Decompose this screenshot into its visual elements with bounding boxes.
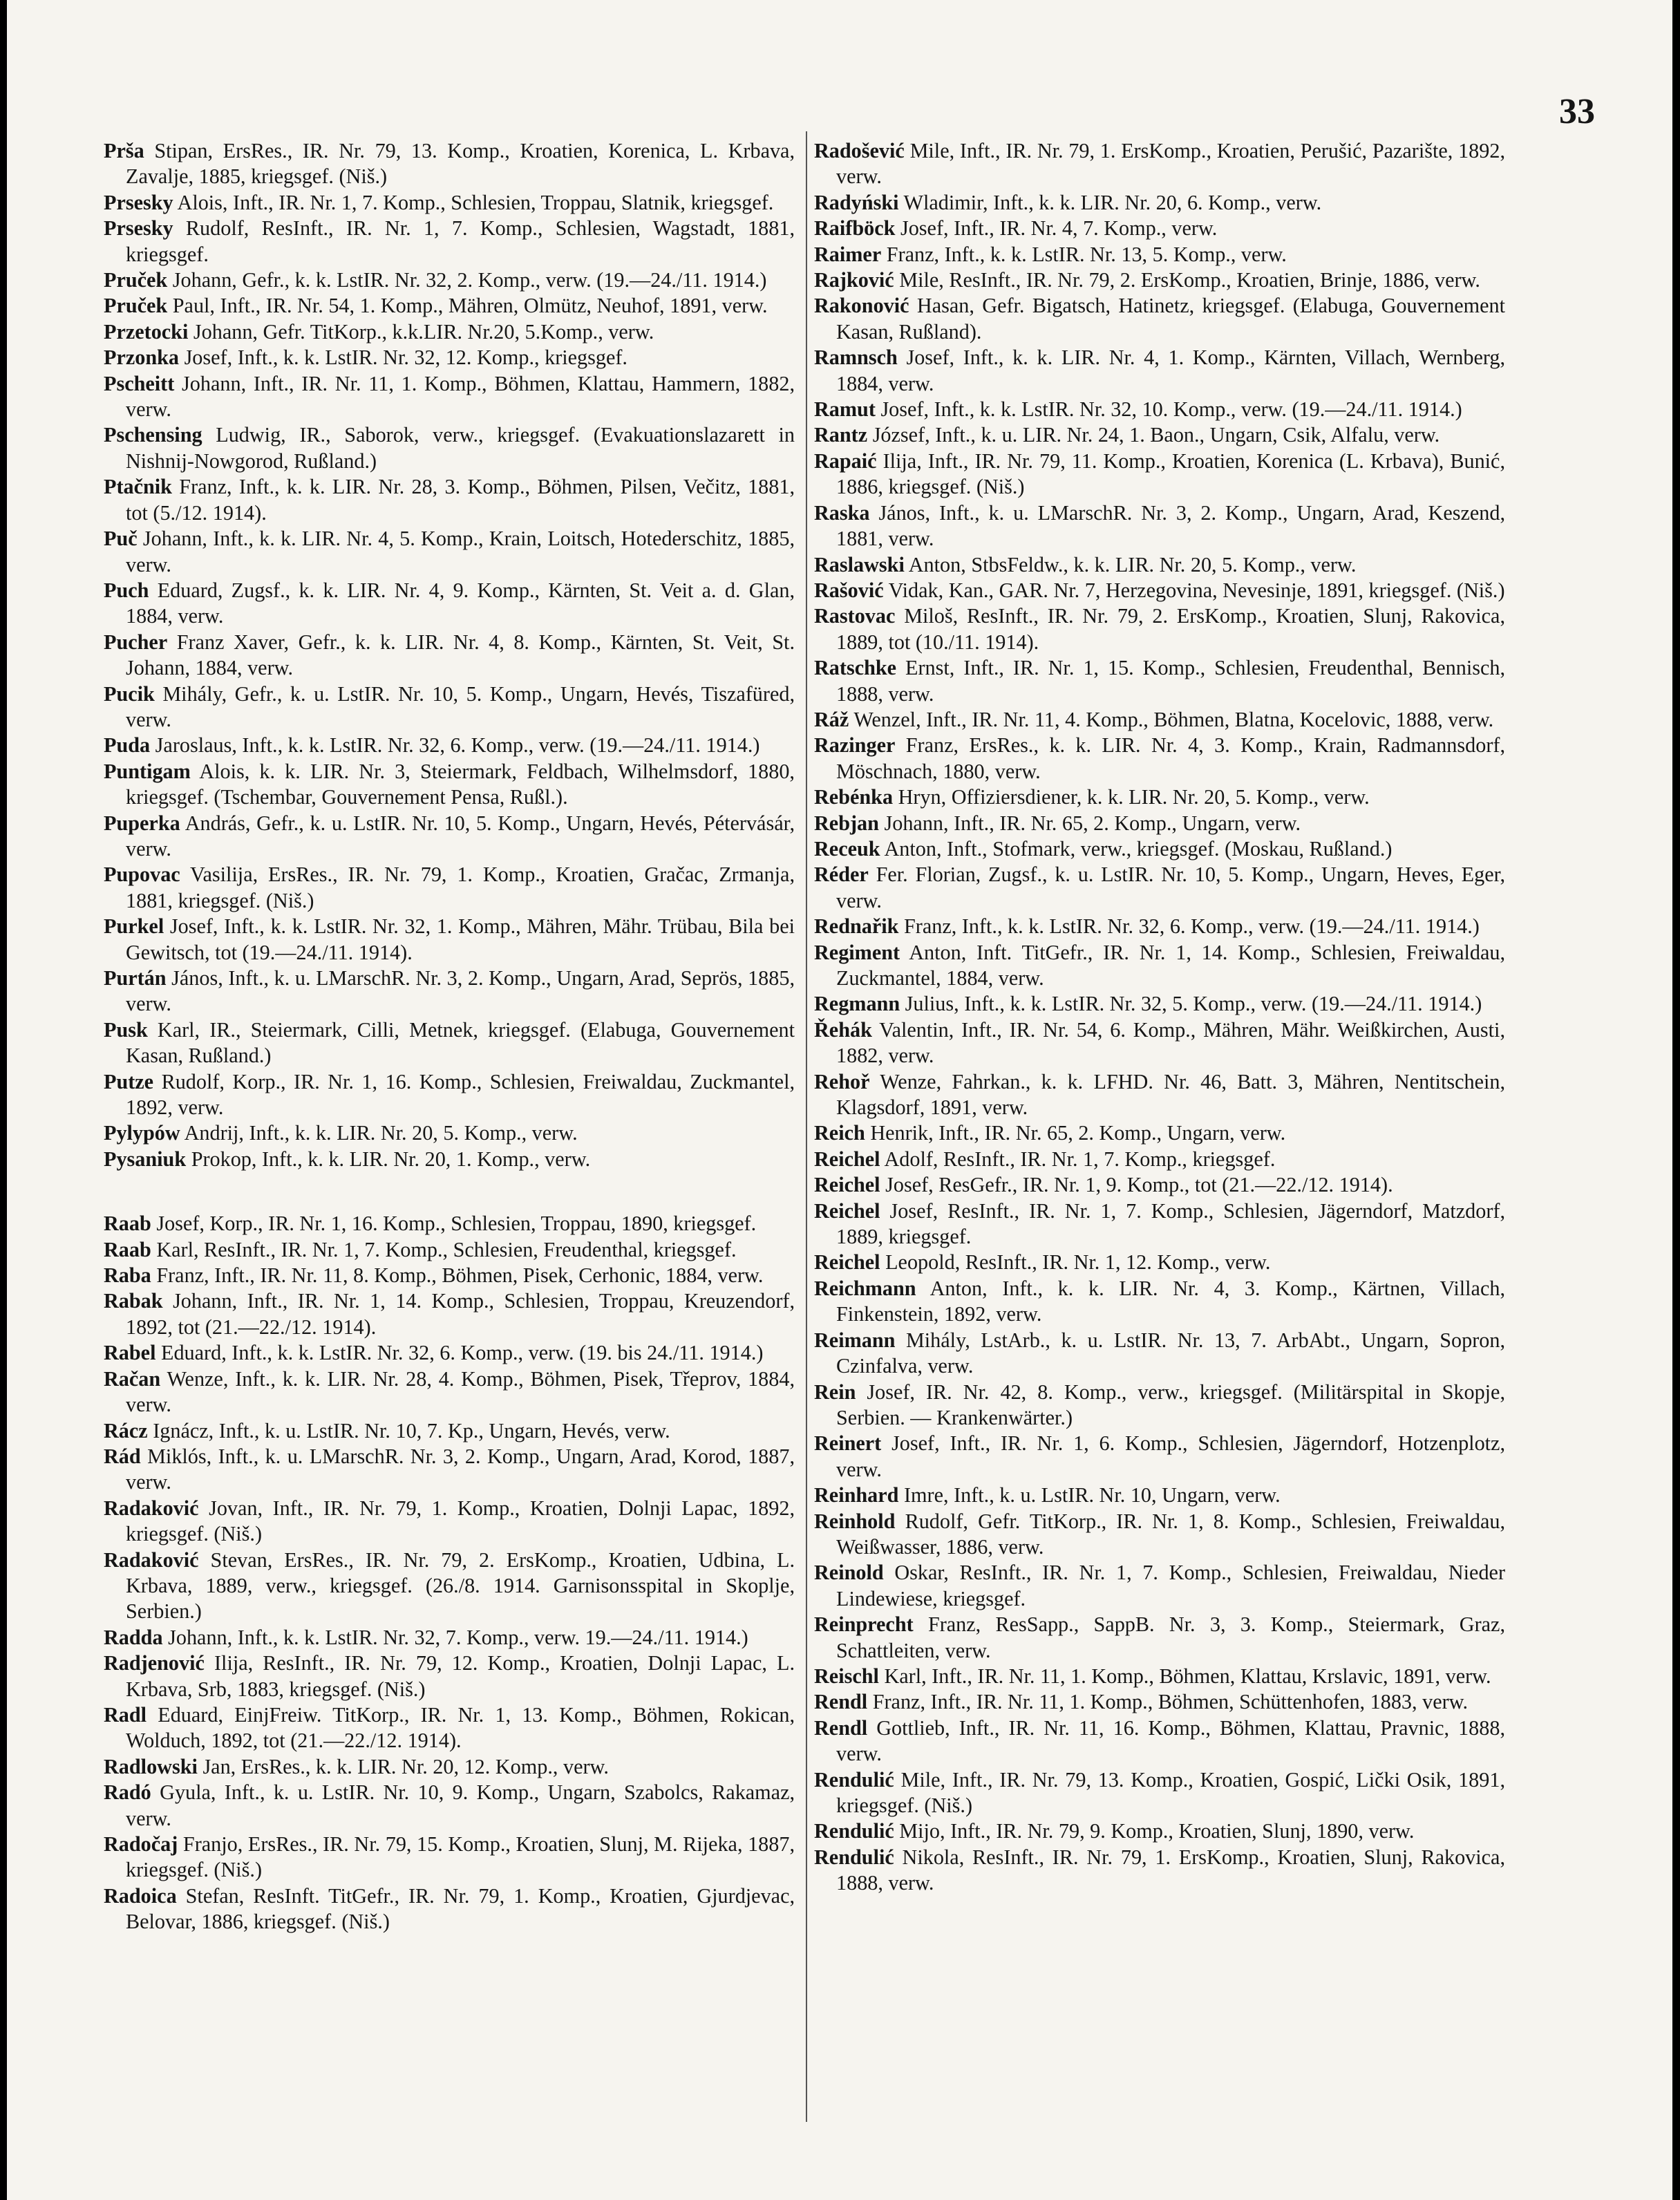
entry-details: Franz, ErsRes., k. k. LIR. Nr. 4, 3. Komp., Krain, Radmannsdorf, Möschnach, 1880, verw. — [836, 733, 1505, 783]
entry-details: János, Inft., k. u. LMarschR. Nr. 3, 2. Komp., Ungarn, Arad, Keszend, 1881, verw. — [836, 500, 1505, 551]
entry-details: Wenze, Inft., k. k. LIR. Nr. 28, 4. Komp., Böhmen, Pisek, Třeprov, 1884, verw. — [126, 1366, 795, 1417]
list-item — [104, 1147, 795, 1172]
list-item — [814, 707, 1505, 733]
list-item — [814, 1689, 1505, 1715]
entry-details: Johann, Inft., IR. Nr. 65, 2. Komp., Ungarn, verw. — [884, 811, 1301, 835]
list-item — [814, 422, 1505, 448]
entry-details: János, Inft., k. u. LMarschR. Nr. 3, 2. Komp., Ungarn, Arad, Seprös, 1885, verw. — [126, 966, 795, 1016]
entry-details: Johann, Inft., IR. Nr. 1, 14. Komp., Schlesien, Troppau, Kreuzendorf, 1892, tot (21.—22./12. 1914). — [126, 1289, 795, 1339]
list-item — [814, 784, 1505, 810]
entry-surname: Ramut — [814, 397, 876, 422]
list-item — [814, 1276, 1505, 1328]
entry-surname: Rednařik — [814, 914, 899, 939]
entry-details: Oskar, ResInft., IR. Nr. 1, 7. Komp., Schlesien, Freiwaldau, Nieder Lindewiese, kriegsgef. — [836, 1561, 1505, 1610]
entry-surname: Radočaj — [104, 1832, 178, 1856]
entry-details: Josef, IR. Nr. 42, 8. Komp., verw., kriegsgef. (Militärspital in Skopje, Serbien. — Krankenwärter.) — [836, 1380, 1506, 1429]
entry-surname: Pucik — [104, 681, 155, 706]
list-item — [814, 1845, 1505, 1897]
entry-surname: Prša — [104, 139, 144, 162]
entry-details: Eduard, Zugsf., k. k. LIR. Nr. 4, 9. Komp., Kärnten, St. Veit a. d. Glan, 1884, verw. — [126, 578, 795, 628]
list-item — [814, 991, 1505, 1017]
entry-surname: Receuk — [814, 836, 880, 861]
entry-surname: Radaković — [104, 1496, 199, 1520]
list-item — [814, 449, 1505, 500]
list-item — [814, 242, 1505, 267]
entry-surname: Pscheitt — [104, 371, 175, 395]
list-item — [814, 1250, 1505, 1275]
entry-surname: Pruček — [104, 294, 168, 318]
entry-details: Rudolf, ResInft., IR. Nr. 1, 7. Komp., Schlesien, Wagstadt, 1881, kriegsgef. — [126, 216, 795, 266]
entry-surname: Raimer — [814, 242, 882, 266]
page-number: 33 — [1559, 92, 1595, 131]
entry-details: Rudolf, Gefr. TitKorp., IR. Nr. 1, 8. Komp., Schlesien, Freiwaldau, Weißwasser, 1886, verw. — [836, 1509, 1506, 1559]
list-item — [814, 216, 1505, 241]
entry-details: Nikola, ResInft., IR. Nr. 79, 1. ErsKomp., Kroatien, Slunj, Rakovica, 1888, verw. — [836, 1845, 1505, 1895]
entry-details: Prokop, Inft., k. k. LIR. Nr. 20, 1. Komp., verw. — [191, 1147, 591, 1171]
list-item — [104, 966, 795, 1017]
entry-details: Rudolf, Korp., IR. Nr. 1, 16. Komp., Schlesien, Freiwaldau, Zuckmantel, 1892, verw. — [126, 1069, 795, 1120]
entry-details: Vidak, Kan., GAR. Nr. 7, Herzegovina, Nevesinje, 1891, kriegsgef. (Niš.) — [888, 578, 1505, 602]
list-item — [104, 267, 795, 293]
entry-surname: Raslawski — [814, 552, 905, 576]
document-page — [7, 0, 1672, 2200]
entry-surname: Radlowski — [104, 1754, 198, 1778]
entry-surname: Ráž — [814, 707, 849, 731]
list-item — [814, 1431, 1505, 1483]
list-item — [814, 1069, 1505, 1121]
entry-details: Franz, ResSapp., SappB. Nr. 3, 3. Komp., Steiermark, Graz, Schattleiten, verw. — [836, 1613, 1505, 1662]
list-item — [814, 811, 1505, 836]
entry-surname: Rein — [814, 1380, 856, 1404]
entry-details: Henrik, Inft., IR. Nr. 65, 2. Komp., Ungarn, verw. — [870, 1121, 1286, 1145]
entry-surname: Rabel — [104, 1341, 156, 1365]
entry-surname: Reichel — [814, 1173, 880, 1197]
entry-details: Wladimir, Inft., k. k. LIR. Nr. 20, 6. Komp., verw. — [903, 190, 1322, 214]
list-item — [104, 1754, 795, 1780]
entry-surname: Rakonović — [814, 294, 909, 318]
list-item — [814, 1612, 1505, 1664]
list-item — [104, 578, 795, 630]
entry-surname: Rácz — [104, 1418, 148, 1442]
entry-details: Johann, Inft., k. k. LstIR. Nr. 32, 7. Komp., verw. 19.—24./11. 1914.) — [168, 1625, 748, 1649]
list-item — [814, 940, 1505, 992]
entry-details: Stevan, ErsRes., IR. Nr. 79, 2. ErsKomp., Kroatien, Udbina, L. Krbava, 1889, verw., kriegsgef. (26./8. 1914. Garnisonsspital in Skoplje, Serbien.) — [126, 1548, 795, 1624]
column-divider — [806, 131, 807, 2122]
entry-details: Franz, Inft., k. k. LIR. Nr. 28, 3. Komp., Böhmen, Pilsen, Večitz, 1881, tot (5./12. 1914). — [126, 475, 795, 525]
entry-surname: Regiment — [814, 940, 900, 964]
entry-surname: Raab — [104, 1237, 151, 1261]
entry-surname: Pupovac — [104, 863, 180, 887]
list-item — [104, 1702, 795, 1754]
entry-surname: Radyński — [814, 190, 899, 214]
entry-surname: Puda — [104, 733, 151, 758]
list-item — [104, 216, 795, 267]
entry-details: Hryn, Offiziersdiener, k. k. LIR. Nr. 20, 5. Komp., verw. — [898, 785, 1370, 809]
entry-surname: Radó — [104, 1780, 151, 1805]
entry-details: Imre, Inft., k. u. LstIR. Nr. 10, Ungarn, verw. — [904, 1483, 1281, 1507]
entry-surname: Pysaniuk — [104, 1147, 187, 1171]
entry-details: Eduard, Inft., k. k. LstIR. Nr. 32, 6. Komp., verw. (19. bis 24./11. 1914.) — [161, 1341, 764, 1365]
entry-surname: Řehák — [814, 1017, 872, 1042]
entry-details: Josef, ResGefr., IR. Nr. 1, 9. Komp., tot (21.—22./12. 1914). — [885, 1173, 1393, 1197]
entry-surname: Reinert — [814, 1431, 882, 1456]
entry-details: Wenzel, Inft., IR. Nr. 11, 4. Komp., Böhmen, Blatna, Kocelovic, 1888, verw. — [853, 707, 1494, 731]
entry-surname: Purkel — [104, 914, 164, 939]
entry-details: Jan, ErsRes., k. k. LIR. Nr. 20, 12. Komp., verw. — [202, 1754, 609, 1778]
list-item — [104, 319, 795, 345]
entry-surname: Rapaić — [814, 449, 877, 473]
list-item — [104, 474, 795, 526]
list-item — [814, 1198, 1505, 1250]
list-item — [104, 138, 795, 190]
entry-details: Johann, Inft., k. k. LIR. Nr. 4, 5. Komp., Krain, Loitsch, Hotederschitz, 1885, verw. — [126, 527, 795, 576]
entry-surname: Puperka — [104, 811, 180, 835]
entry-surname: Ramnsch — [814, 346, 898, 370]
list-item — [104, 1832, 795, 1883]
entry-details: Josef, Korp., IR. Nr. 1, 16. Komp., Schlesien, Troppau, 1890, kriegsgef. — [156, 1212, 757, 1236]
entry-surname: Pucher — [104, 630, 168, 654]
entry-details: Mihály, Gefr., k. u. LstIR. Nr. 10, 5. Komp., Ungarn, Hevés, Tiszafüred, verw. — [126, 681, 795, 731]
list-item — [814, 552, 1505, 578]
entry-surname: Reinprecht — [814, 1613, 914, 1637]
entry-surname: Przetocki — [104, 319, 189, 344]
list-item — [104, 1211, 795, 1237]
entry-details: Johann, Gefr., k. k. LstIR. Nr. 32, 2. Komp., verw. (19.—24./11. 1914.) — [172, 268, 767, 292]
list-item — [814, 862, 1505, 914]
entry-details: Gottlieb, Inft., IR. Nr. 11, 16. Komp., Böhmen, Klattau, Pravnic, 1888, verw. — [836, 1715, 1506, 1766]
entry-surname: Raifböck — [814, 216, 896, 241]
entry-surname: Rašović — [814, 578, 884, 602]
list-item — [104, 1444, 795, 1496]
list-item — [814, 345, 1505, 397]
entry-surname: Regmann — [814, 992, 900, 1016]
entry-surname: Rebjan — [814, 811, 879, 835]
list-item — [104, 1069, 795, 1121]
list-item — [814, 1767, 1505, 1819]
entry-details: Alois, Inft., IR. Nr. 1, 7. Komp., Schlesien, Troppau, Slatnik, kriegsgef. — [177, 190, 774, 214]
entry-details: Johann, Inft., IR. Nr. 11, 1. Komp., Böhmen, Klattau, Hammern, 1882, verw. — [126, 371, 795, 422]
list-item — [814, 578, 1505, 603]
entry-details: Ludwig, IR., Saborok, verw., kriegsgef. (Evakuationslazarett in Nishnij-Nowgorod, Rußland.) — [126, 423, 795, 473]
entry-surname: Rád — [104, 1444, 141, 1468]
entry-details: Mihály, LstArb., k. u. LstIR. Nr. 13, 7. ArbAbt., Ungarn, Sopron, Czinfalva, verw. — [836, 1328, 1505, 1378]
entry-details: Paul, Inft., IR. Nr. 54, 1. Komp., Mähren, Olmütz, Neuhof, 1891, verw. — [172, 294, 768, 318]
entry-details: Jaroslaus, Inft., k. k. LstIR. Nr. 32, 6. Komp., verw. (19.—24./11. 1914.) — [155, 733, 760, 758]
list-item — [814, 397, 1505, 422]
entry-surname: Rendulić — [814, 1845, 894, 1869]
entry-surname: Puntigam — [104, 759, 191, 783]
entry-surname: Ratschke — [814, 656, 897, 680]
entry-surname: Pusk — [104, 1017, 148, 1042]
entry-surname: Raab — [104, 1212, 151, 1236]
entry-details: Hasan, Gefr. Bigatsch, Hatinetz, kriegsgef. (Elabuga, Gouvernement Kasan, Rußland). — [836, 294, 1506, 344]
list-item — [814, 1380, 1505, 1431]
entry-surname: Reichel — [814, 1250, 880, 1275]
entry-details: Alois, k. k. LIR. Nr. 3, Steiermark, Feldbach, Wilhelmsdorf, 1880, kriegsgef. (Tschembar, Gouvernement Pensa, Rußl.). — [126, 759, 795, 809]
entry-surname: Pruček — [104, 268, 168, 292]
list-item — [104, 914, 795, 966]
entry-surname: Raska — [814, 500, 870, 525]
entry-surname: Prsesky — [104, 216, 173, 241]
list-item — [104, 1263, 795, 1288]
list-item — [104, 1496, 795, 1548]
entry-details: Leopold, ResInft., IR. Nr. 1, 12. Komp., verw. — [885, 1250, 1271, 1275]
list-item — [104, 1780, 795, 1832]
entry-surname: Radjenović — [104, 1651, 205, 1675]
entry-details: Wenze, Fahrkan., k. k. LFHD. Nr. 46, Batt. 3, Mähren, Nentitschein, Klagsdorf, 1891, verw. — [836, 1069, 1505, 1120]
entry-details: Andrij, Inft., k. k. LIR. Nr. 20, 5. Komp., verw. — [184, 1121, 578, 1145]
list-item — [814, 1715, 1505, 1767]
entry-details: Miloš, ResInft., IR. Nr. 79, 2. ErsKomp., Kroatien, Slunj, Rakovica, 1889, tot (10./11. 1914). — [836, 604, 1506, 654]
entry-details: Karl, Inft., IR. Nr. 11, 1. Komp., Böhmen, Klattau, Krslavic, 1891, verw. — [884, 1664, 1491, 1688]
list-item — [104, 759, 795, 811]
list-item — [104, 345, 795, 370]
list-item — [814, 1147, 1505, 1172]
entry-details: Ernst, Inft., IR. Nr. 1, 15. Komp., Schlesien, Freudenthal, Bennisch, 1888, verw. — [836, 656, 1505, 706]
list-item — [814, 1328, 1505, 1380]
section-gap — [104, 1172, 795, 1211]
entry-details: Josef, ResInft., IR. Nr. 1, 7. Komp., Schlesien, Jägerndorf, Matzdorf, 1889, kriegsgef. — [836, 1198, 1505, 1249]
entry-details: Mile, Inft., IR. Nr. 79, 1. ErsKomp., Kroatien, Perušić, Pazarište, 1892, verw. — [836, 139, 1506, 189]
list-item — [104, 1237, 795, 1263]
entry-details: Karl, ResInft., IR. Nr. 1, 7. Komp., Schlesien, Freudenthal, kriegsgef. — [156, 1237, 737, 1261]
entry-details: Miklós, Inft., k. u. LMarschR. Nr. 3, 2. Komp., Ungarn, Arad, Korod, 1887, verw. — [126, 1444, 795, 1494]
entry-details: Valentin, Inft., IR. Nr. 54, 6. Komp., Mähren, Mähr. Weißkirchen, Austi, 1882, verw. — [836, 1017, 1505, 1068]
list-item — [104, 371, 795, 423]
entry-surname: Rendl — [814, 1690, 868, 1714]
entry-details: Josef, Inft., k. k. LstIR. Nr. 32, 1. Komp., Mähren, Mähr. Trübau, Bila bei Gewitsch, tot (19.—24./11. 1914). — [126, 914, 795, 964]
entry-details: Josef, Inft., IR. Nr. 4, 7. Komp., verw. — [900, 216, 1218, 241]
list-item — [104, 733, 795, 758]
list-item — [104, 1340, 795, 1366]
list-item — [814, 914, 1505, 939]
entry-surname: Putze — [104, 1069, 154, 1093]
list-item — [814, 1509, 1505, 1561]
entry-details: Ilija, ResInft., IR. Nr. 79, 12. Komp., Kroatien, Dolnji Lapac, L. Krbava, Srb, 1883, kriegsgef. (Niš.) — [126, 1651, 795, 1701]
entry-details: Eduard, EinjFreiw. TitKorp., IR. Nr. 1, 13. Komp., Böhmen, Rokican, Wolduch, 1892, tot (21.—22./12. 1914). — [126, 1702, 795, 1753]
entry-surname: Purtán — [104, 966, 167, 990]
entry-surname: Reinhold — [814, 1509, 896, 1533]
entry-surname: Reimann — [814, 1328, 896, 1352]
entry-surname: Račan — [104, 1366, 161, 1391]
list-item — [104, 811, 795, 863]
entry-details: Johann, Gefr. TitKorp., k.k.LIR. Nr.20, 5.Komp., verw. — [193, 319, 654, 344]
entry-details: Anton, Inft., Stofmark, verw., kriegsgef. (Moskau, Rußland.) — [884, 836, 1393, 861]
entry-surname: Reichmann — [814, 1276, 916, 1300]
entry-surname: Reichel — [814, 1147, 880, 1171]
entry-details: Jovan, Inft., IR. Nr. 79, 1. Komp., Kroatien, Dolnji Lapac, 1892, kriegsgef. (Niš.) — [126, 1496, 795, 1546]
entry-surname: Rajković — [814, 268, 894, 292]
list-item — [104, 1418, 795, 1444]
entry-surname: Radl — [104, 1702, 147, 1727]
entry-details: András, Gefr., k. u. LstIR. Nr. 10, 5. Komp., Ungarn, Hevés, Pétervásár, verw. — [126, 811, 795, 861]
entry-surname: Przonka — [104, 346, 180, 370]
entry-surname: Rastovac — [814, 604, 896, 628]
list-item — [104, 1548, 795, 1625]
list-item — [814, 138, 1505, 190]
entry-details: Franz, Inft., k. k. LstIR. Nr. 32, 6. Komp., verw. (19.—24./11. 1914.) — [904, 914, 1480, 939]
entry-surname: Ptačnik — [104, 475, 172, 499]
list-item — [814, 1664, 1505, 1689]
entry-surname: Radošević — [814, 139, 905, 162]
entry-surname: Reinhard — [814, 1483, 899, 1507]
entry-details: Josef, Inft., k. k. LIR. Nr. 4, 1. Komp., Kärnten, Villach, Wernberg, 1884, verw. — [836, 346, 1506, 395]
entry-surname: Rebénka — [814, 785, 894, 809]
entry-surname: Réder — [814, 863, 869, 887]
list-item — [814, 1818, 1505, 1844]
entry-surname: Rantz — [814, 423, 868, 447]
entry-details: Franjo, ErsRes., IR. Nr. 79, 15. Komp., Kroatien, Slunj, M. Rijeka, 1887, kriegsgef. (Niš.) — [126, 1832, 795, 1882]
entry-details: Stefan, ResInft. TitGefr., IR. Nr. 79, 1. Komp., Kroatien, Gjurdjevac, Belovar, 1886, kriegsgef. (Niš.) — [126, 1883, 795, 1934]
list-item — [814, 603, 1505, 655]
entry-details: Josef, Inft., IR. Nr. 1, 6. Komp., Schlesien, Jägerndorf, Hotzenplotz, verw. — [836, 1431, 1505, 1481]
entry-surname: Reischl — [814, 1664, 879, 1688]
entry-surname: Radoica — [104, 1883, 177, 1908]
entry-details: Julius, Inft., k. k. LstIR. Nr. 32, 5. Komp., verw. (19.—24./11. 1914.) — [905, 992, 1482, 1016]
entry-surname: Puch — [104, 578, 149, 602]
entry-details: Mile, Inft., IR. Nr. 79, 13. Komp., Kroatien, Gospić, Lički Osik, 1891, kriegsgef. (Niš.) — [836, 1767, 1506, 1817]
entry-details: Josef, Inft., k. k. LstIR. Nr. 32, 12. Komp., kriegsgef. — [184, 346, 627, 370]
entry-details: Josef, Inft., k. k. LstIR. Nr. 32, 10. Komp., verw. (19.—24./11. 1914.) — [880, 397, 1462, 422]
entry-details: Anton, Inft., k. k. LIR. Nr. 4, 3. Komp., Kärtnen, Villach, Finkenstein, 1892, verw. — [836, 1276, 1505, 1326]
list-item — [814, 190, 1505, 216]
list-item — [104, 1288, 795, 1340]
left-column — [104, 138, 795, 1935]
entry-details: Franz, Inft., IR. Nr. 11, 8. Komp., Böhmen, Pisek, Cerhonic, 1884, verw. — [156, 1263, 764, 1288]
entry-details: Ignácz, Inft., k. u. LstIR. Nr. 10, 7. Kp., Ungarn, Hevés, verw. — [153, 1418, 670, 1442]
list-item — [814, 1483, 1505, 1508]
entry-surname: Rendulić — [814, 1819, 894, 1843]
list-item — [104, 1651, 795, 1702]
list-item — [104, 190, 795, 216]
entry-details: Ilija, Inft., IR. Nr. 79, 11. Komp., Kroatien, Korenica (L. Krbava), Bunić, 1886, kriegsgef. (Niš.) — [836, 449, 1505, 499]
entry-surname: Radda — [104, 1625, 163, 1649]
entry-surname: Reichel — [814, 1198, 880, 1223]
entry-surname: Rendulić — [814, 1767, 894, 1792]
entry-details: Fer. Florian, Zugsf., k. u. LstIR. Nr. 10, 5. Komp., Ungarn, Heves, Eger, verw. — [836, 863, 1505, 912]
entry-surname: Prsesky — [104, 190, 173, 214]
list-item — [814, 1120, 1505, 1146]
entry-details: József, Inft., k. u. LIR. Nr. 24, 1. Baon., Ungarn, Csik, Alfalu, verw. — [872, 423, 1440, 447]
entry-surname: Rehoř — [814, 1069, 870, 1093]
list-item — [104, 422, 795, 474]
entry-surname: Rabak — [104, 1289, 163, 1313]
entry-surname: Reich — [814, 1121, 865, 1145]
list-item — [104, 1017, 795, 1069]
list-item — [814, 1017, 1505, 1069]
entry-details: Franz, Inft., k. k. LstIR. Nr. 13, 5. Komp., verw. — [886, 242, 1287, 266]
list-item — [814, 267, 1505, 293]
entry-details: Vasilija, ErsRes., IR. Nr. 79, 1. Komp., Kroatien, Gračac, Zrmanja, 1881, kriegsgef. (Niš.) — [126, 863, 795, 912]
entry-surname: Razinger — [814, 733, 896, 758]
entry-surname: Radaković — [104, 1548, 199, 1572]
entry-details: Stipan, ErsRes., IR. Nr. 79, 13. Komp., Kroatien, Korenica, L. Krbava, Zavalje, 1885, kriegsgef. (Niš.) — [126, 139, 795, 189]
list-item — [814, 293, 1505, 345]
entry-details: Franz Xaver, Gefr., k. k. LIR. Nr. 4, 8. Komp., Kärnten, St. Veit, St. Johann, 1884, verw. — [126, 630, 795, 680]
list-item — [814, 1172, 1505, 1198]
list-item — [104, 1366, 795, 1418]
list-item — [104, 862, 795, 914]
entry-details: Karl, IR., Steiermark, Cilli, Metnek, kriegsgef. (Elabuga, Gouvernement Kasan, Rußland.) — [126, 1017, 795, 1068]
entry-details: Franz, Inft., IR. Nr. 11, 1. Komp., Böhmen, Schüttenhofen, 1883, verw. — [872, 1690, 1469, 1714]
list-item — [104, 630, 795, 681]
list-item — [104, 293, 795, 319]
entry-details: Anton, Inft. TitGefr., IR. Nr. 1, 14. Komp., Schlesien, Freiwaldau, Zuckmantel, 1884, verw. — [836, 940, 1505, 990]
list-item — [104, 681, 795, 733]
entry-surname: Pschensing — [104, 423, 202, 447]
entry-details: Gyula, Inft., k. u. LstIR. Nr. 10, 9. Komp., Ungarn, Szabolcs, Rakamaz, verw. — [126, 1780, 795, 1830]
right-column — [814, 138, 1505, 1897]
list-item — [104, 1625, 795, 1651]
list-item — [104, 1120, 795, 1146]
list-item — [104, 1883, 795, 1935]
entry-surname: Pylypów — [104, 1121, 180, 1145]
entry-surname: Raba — [104, 1263, 151, 1288]
entry-details: Adolf, ResInft., IR. Nr. 1, 7. Komp., kriegsgef. — [884, 1147, 1276, 1171]
entry-details: Mile, ResInft., IR. Nr. 79, 2. ErsKomp., Kroatien, Brinje, 1886, verw. — [899, 268, 1480, 292]
entry-surname: Reinold — [814, 1561, 884, 1585]
list-item — [814, 733, 1505, 784]
list-item — [814, 500, 1505, 552]
entry-surname: Rendl — [814, 1715, 868, 1740]
list-item — [814, 1560, 1505, 1612]
list-item — [104, 526, 795, 578]
entry-surname: Puč — [104, 527, 138, 551]
entry-details: Anton, StbsFeldw., k. k. LIR. Nr. 20, 5. Komp., verw. — [908, 552, 1357, 576]
list-item — [814, 655, 1505, 707]
list-item — [814, 836, 1505, 862]
entry-details: Mijo, Inft., IR. Nr. 79, 9. Komp., Kroatien, Slunj, 1890, verw. — [899, 1819, 1415, 1843]
